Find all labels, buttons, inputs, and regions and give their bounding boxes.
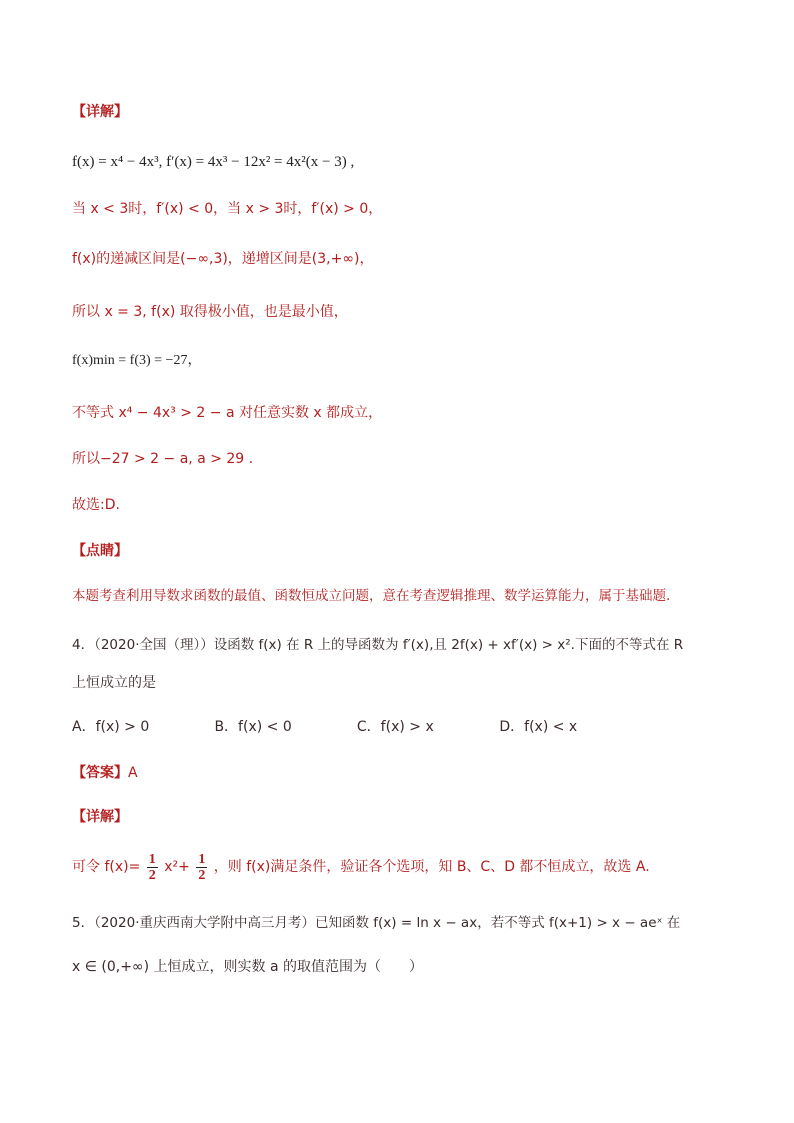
option-b: B．f(x) < 0 [214, 719, 292, 735]
comment-text: 本题考查利用导数求函数的最值、函数恒成立问题，意在考查逻辑推理、数学运算能力，属于基础题. [72, 588, 671, 604]
detail-heading: 【详解】 [72, 104, 128, 120]
question-4-stem: 4．（2020·全国（理））设函数 f(x) 在 R 上的导函数为 f′(x),且 2f(x) + xf′(x) > x².下面的不等式在 R [72, 637, 684, 653]
detail-heading-2: 【详解】 [72, 809, 128, 825]
minimum-line: 所以 x = 3, f(x) 取得极小值，也是最小值， [72, 304, 348, 320]
comment-heading: 【点睛】 [72, 543, 128, 559]
monotonic-interval-line: f(x)的递减区间是(−∞,3)，递增区间是(3,+∞)， [72, 251, 374, 267]
conclusion-line: 所以−27 > 2 − a, a > 29 . [72, 451, 254, 467]
option-a: A．f(x) > 0 [72, 719, 150, 735]
question-5-stem-continued: x ∈ (0,+∞) 上恒成立，则实数 a 的取值范围为（ ） [72, 959, 423, 975]
fraction-denominator-2: 2 [198, 867, 206, 883]
fraction-numerator-2: 1 [198, 851, 206, 867]
sign-analysis-line: 当 x < 3时，f′(x) < 0，当 x > 3时，f′(x) > 0， [72, 201, 383, 217]
choice-line: 故选:D. [72, 497, 120, 513]
detail-mid: x²+ [164, 859, 190, 875]
derivative-line: f(x) = x⁴ − 4x³, f′(x) = 4x³ − 12x² = 4x²(x − 3) , [72, 154, 355, 170]
detail-prefix: 可令 f(x)= [72, 859, 141, 875]
fraction-denominator: 2 [148, 867, 156, 883]
answer-heading: 【答案】 [72, 765, 128, 781]
answer-value: A [128, 765, 138, 781]
option-d: D．f(x) < x [499, 719, 578, 735]
question-4-options [72, 716, 722, 738]
question-5-stem: 5．（2020·重庆西南大学附中高三月考）已知函数 f(x) = ln x − ax，若不等式 f(x+1) > x − aeˣ 在 [72, 915, 681, 931]
fraction-one-half-2 [196, 852, 207, 883]
inequality-line: 不等式 x⁴ − 4x³ > 2 − a 对任意实数 x 都成立， [72, 405, 383, 421]
question-4-detail [72, 848, 722, 886]
minimum-value-line: f(x)min = f(3) = −27， [72, 353, 202, 368]
answer-line [72, 762, 722, 784]
detail-suffix: ，则 f(x)满足条件，验证各个选项，知 B、C、D 都不恒成立，故选 A. [213, 859, 650, 875]
fraction-numerator: 1 [148, 851, 156, 867]
question-4-stem-continued: 上恒成立的是 [72, 675, 156, 691]
option-c: C．f(x) > x [356, 719, 434, 735]
fraction-one-half [147, 852, 158, 883]
